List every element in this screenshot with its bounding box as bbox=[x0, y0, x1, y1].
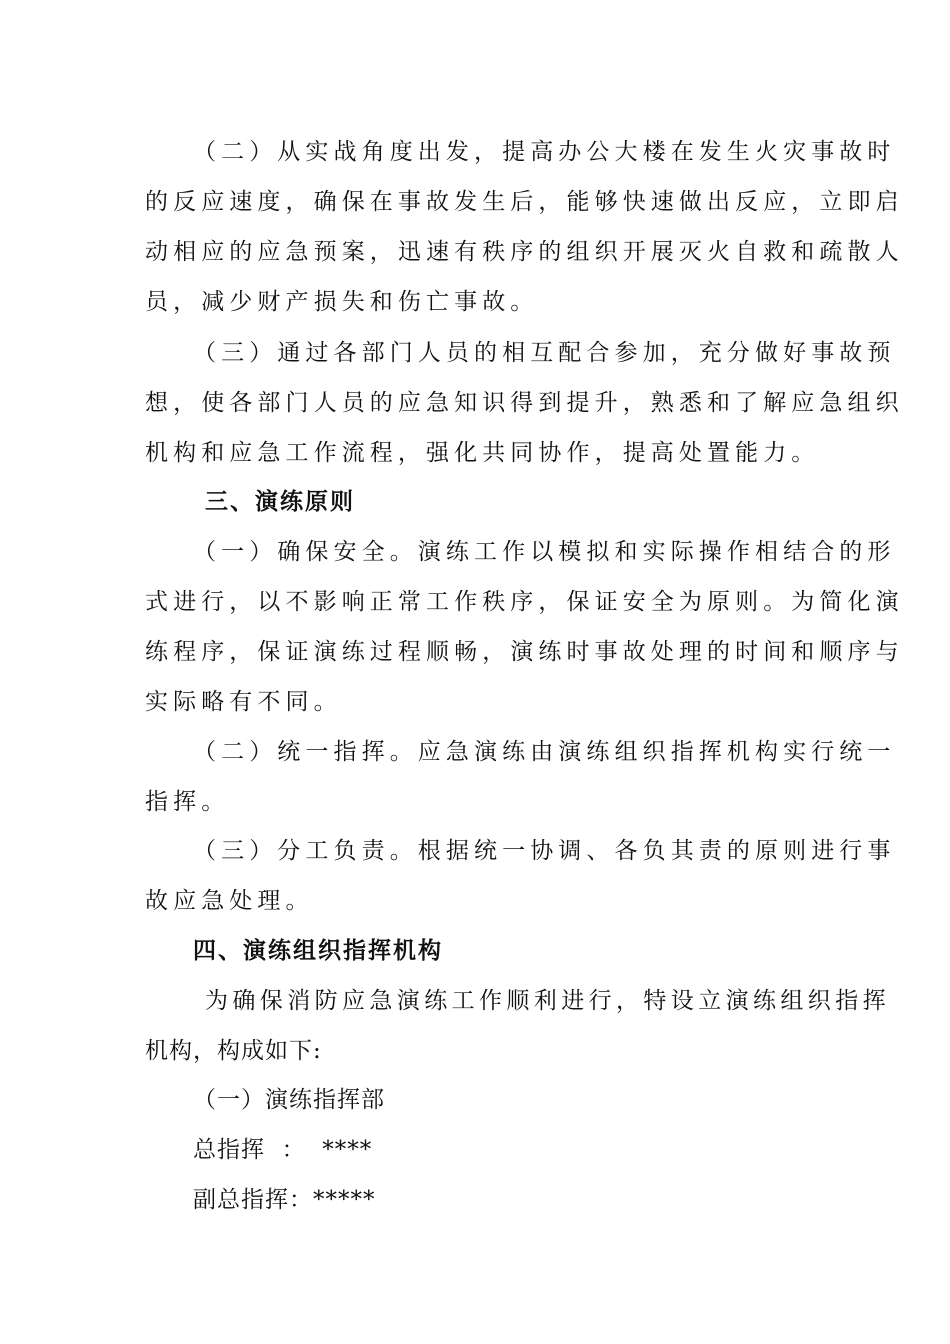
organization-intro-line-2: 机构，构成如下: bbox=[145, 1038, 322, 1064]
principle-3-line-1: （三）分工负责。根据统一协调、各负其责的原则进行事 bbox=[193, 838, 896, 864]
principle-1-line-4: 实际略有不同。 bbox=[145, 689, 342, 715]
section-heading-principles: 三、演练原则 bbox=[205, 488, 355, 515]
principle-1-line-1: （一）确保安全。演练工作以模拟和实际操作相结合的形 bbox=[193, 539, 896, 565]
chief-commander-line: 总指挥 ： **** bbox=[193, 1137, 373, 1163]
paragraph-3-line-2: 想，使各部门人员的应急知识得到提升，熟悉和了解应急组织 bbox=[145, 390, 904, 416]
paragraph-2-line-2: 的反应速度，确保在事故发生后，能够快速做出反应，立即启 bbox=[145, 189, 904, 215]
paragraph-2-line-3: 动相应的应急预案，迅速有秩序的组织开展灭火自救和疏散人 bbox=[145, 239, 904, 265]
paragraph-2-line-4: 员，减少财产损失和伤亡事故。 bbox=[145, 289, 539, 315]
principle-2-line-1: （二）统一指挥。应急演练由演练组织指挥机构实行统一 bbox=[193, 739, 896, 765]
paragraph-2-line-1: （二）从实战角度出发，提高办公大楼在发生火灾事故时 bbox=[193, 139, 896, 165]
section-heading-organization: 四、演练组织指挥机构 bbox=[193, 937, 443, 964]
principle-1-line-2: 式进行，以不影响正常工作秩序，保证安全为原则。为简化演 bbox=[145, 589, 904, 615]
paragraph-3-line-1: （三）通过各部门人员的相互配合参加，充分做好事故预 bbox=[193, 340, 896, 366]
principle-2-line-2: 指挥。 bbox=[145, 789, 230, 815]
paragraph-3-line-3: 机构和应急工作流程，强化共同协作，提高处置能力。 bbox=[145, 440, 820, 466]
organization-intro-line-1: 为确保消防应急演练工作顺利进行，特设立演练组织指挥 bbox=[205, 988, 890, 1014]
principle-1-line-3: 练程序，保证演练过程顺畅，演练时事故处理的时间和顺序与 bbox=[145, 639, 904, 665]
principle-3-line-2: 故应急处理。 bbox=[145, 888, 314, 914]
deputy-commander-line: 副总指挥：***** bbox=[193, 1187, 376, 1213]
command-headquarters-title: （一）演练指挥部 bbox=[193, 1087, 385, 1113]
